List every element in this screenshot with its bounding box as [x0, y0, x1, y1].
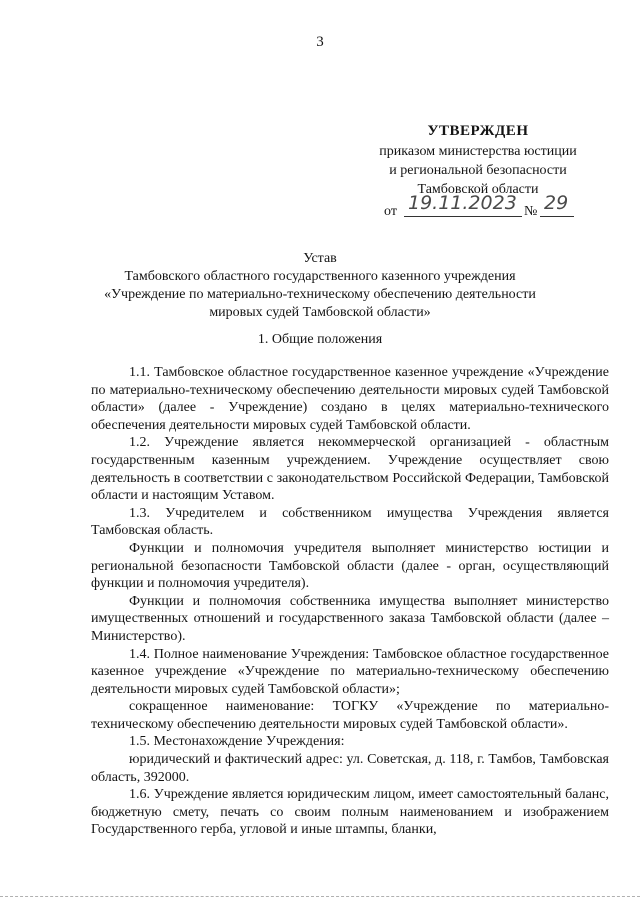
approval-date-row	[366, 192, 590, 222]
page-number: 3	[316, 34, 324, 50]
document-title	[40, 250, 600, 322]
number-label: №	[524, 204, 538, 219]
title-line: «Учреждение по материально-техническому обеспечению деятельности	[104, 287, 536, 302]
date-underline	[404, 216, 522, 217]
approval-heading: УТВЕРЖДЕН	[427, 123, 529, 139]
paragraph: 1.6. Учреждение является юридическим лицом, имеет самостоятельный баланс, бюджетную смету, печать со своим полным наименованием и изображением Государственного герба, угловой и иные штампы, бланки,	[91, 787, 609, 838]
paragraph: Функции и полномочия учредителя выполняет министерство юстиции и региональной безопасности Тамбовской области (далее - орган, осуществляющий функции и полномочия учредителя).	[91, 540, 609, 592]
title-line: Устав	[303, 251, 337, 266]
handwritten-number: 29	[544, 192, 569, 214]
paragraph: юридический и фактический адрес: ул. Советская, д. 118, г. Тамбов, Тамбовская область, 392000.	[91, 752, 609, 785]
handwritten-date: 19.11.2023	[408, 192, 517, 214]
paragraph: 1.2. Учреждение является некоммерческой организацией - областным государственным казенным учреждением. Учреждение осуществляет свою деятельность в соответствии с законодательством Российской Федерации, Тамбовской области и настоящим Уставом.	[91, 435, 609, 504]
paragraph: 1.1. Тамбовское областное государственное казенное учреждение «Учреждение по материально-техническому обеспечению деятельности мировых судей Тамбовской области» (далее - Учреждение) создано в целях материально-технического обеспечения деятельности мировых судей Тамбовской области.	[91, 365, 609, 433]
approval-stamp-block	[366, 122, 590, 222]
date-label: от	[384, 204, 397, 219]
title-line: Тамбовского областного государственного казенного учреждения	[124, 269, 516, 284]
page-bottom-rule	[0, 896, 640, 897]
section-heading: 1. Общие положения	[257, 332, 383, 347]
title-line: мировых судей Тамбовской области»	[209, 305, 431, 320]
paragraph: 1.4. Полное наименование Учреждения: Тамбовское областное государственное казенное учреждение «Учреждение по материально-техническому обеспечению деятельности мировых судей Тамбовской области»;	[91, 646, 609, 697]
approval-line: приказом министерства юстиции	[379, 144, 577, 159]
paragraph: Функции и полномочия собственника имущества выполняет министерство имущественных отношений и государственного заказа Тамбовской области (далее – Министерство).	[91, 593, 609, 644]
paragraph: сокращенное наименование: ТОГКУ «Учреждение по материально-техническому обеспечению деятельности мировых судей Тамбовской области».	[91, 699, 609, 732]
approval-line: Тамбовской области	[417, 182, 539, 197]
approval-line: и региональной безопасности	[389, 163, 567, 178]
number-underline	[540, 216, 574, 217]
paragraph: 1.3. Учредителем и собственником имущества Учреждения является Тамбовская область.	[91, 505, 609, 539]
document-body	[91, 364, 609, 839]
paragraph: 1.5. Местонахождение Учреждения:	[129, 734, 345, 750]
